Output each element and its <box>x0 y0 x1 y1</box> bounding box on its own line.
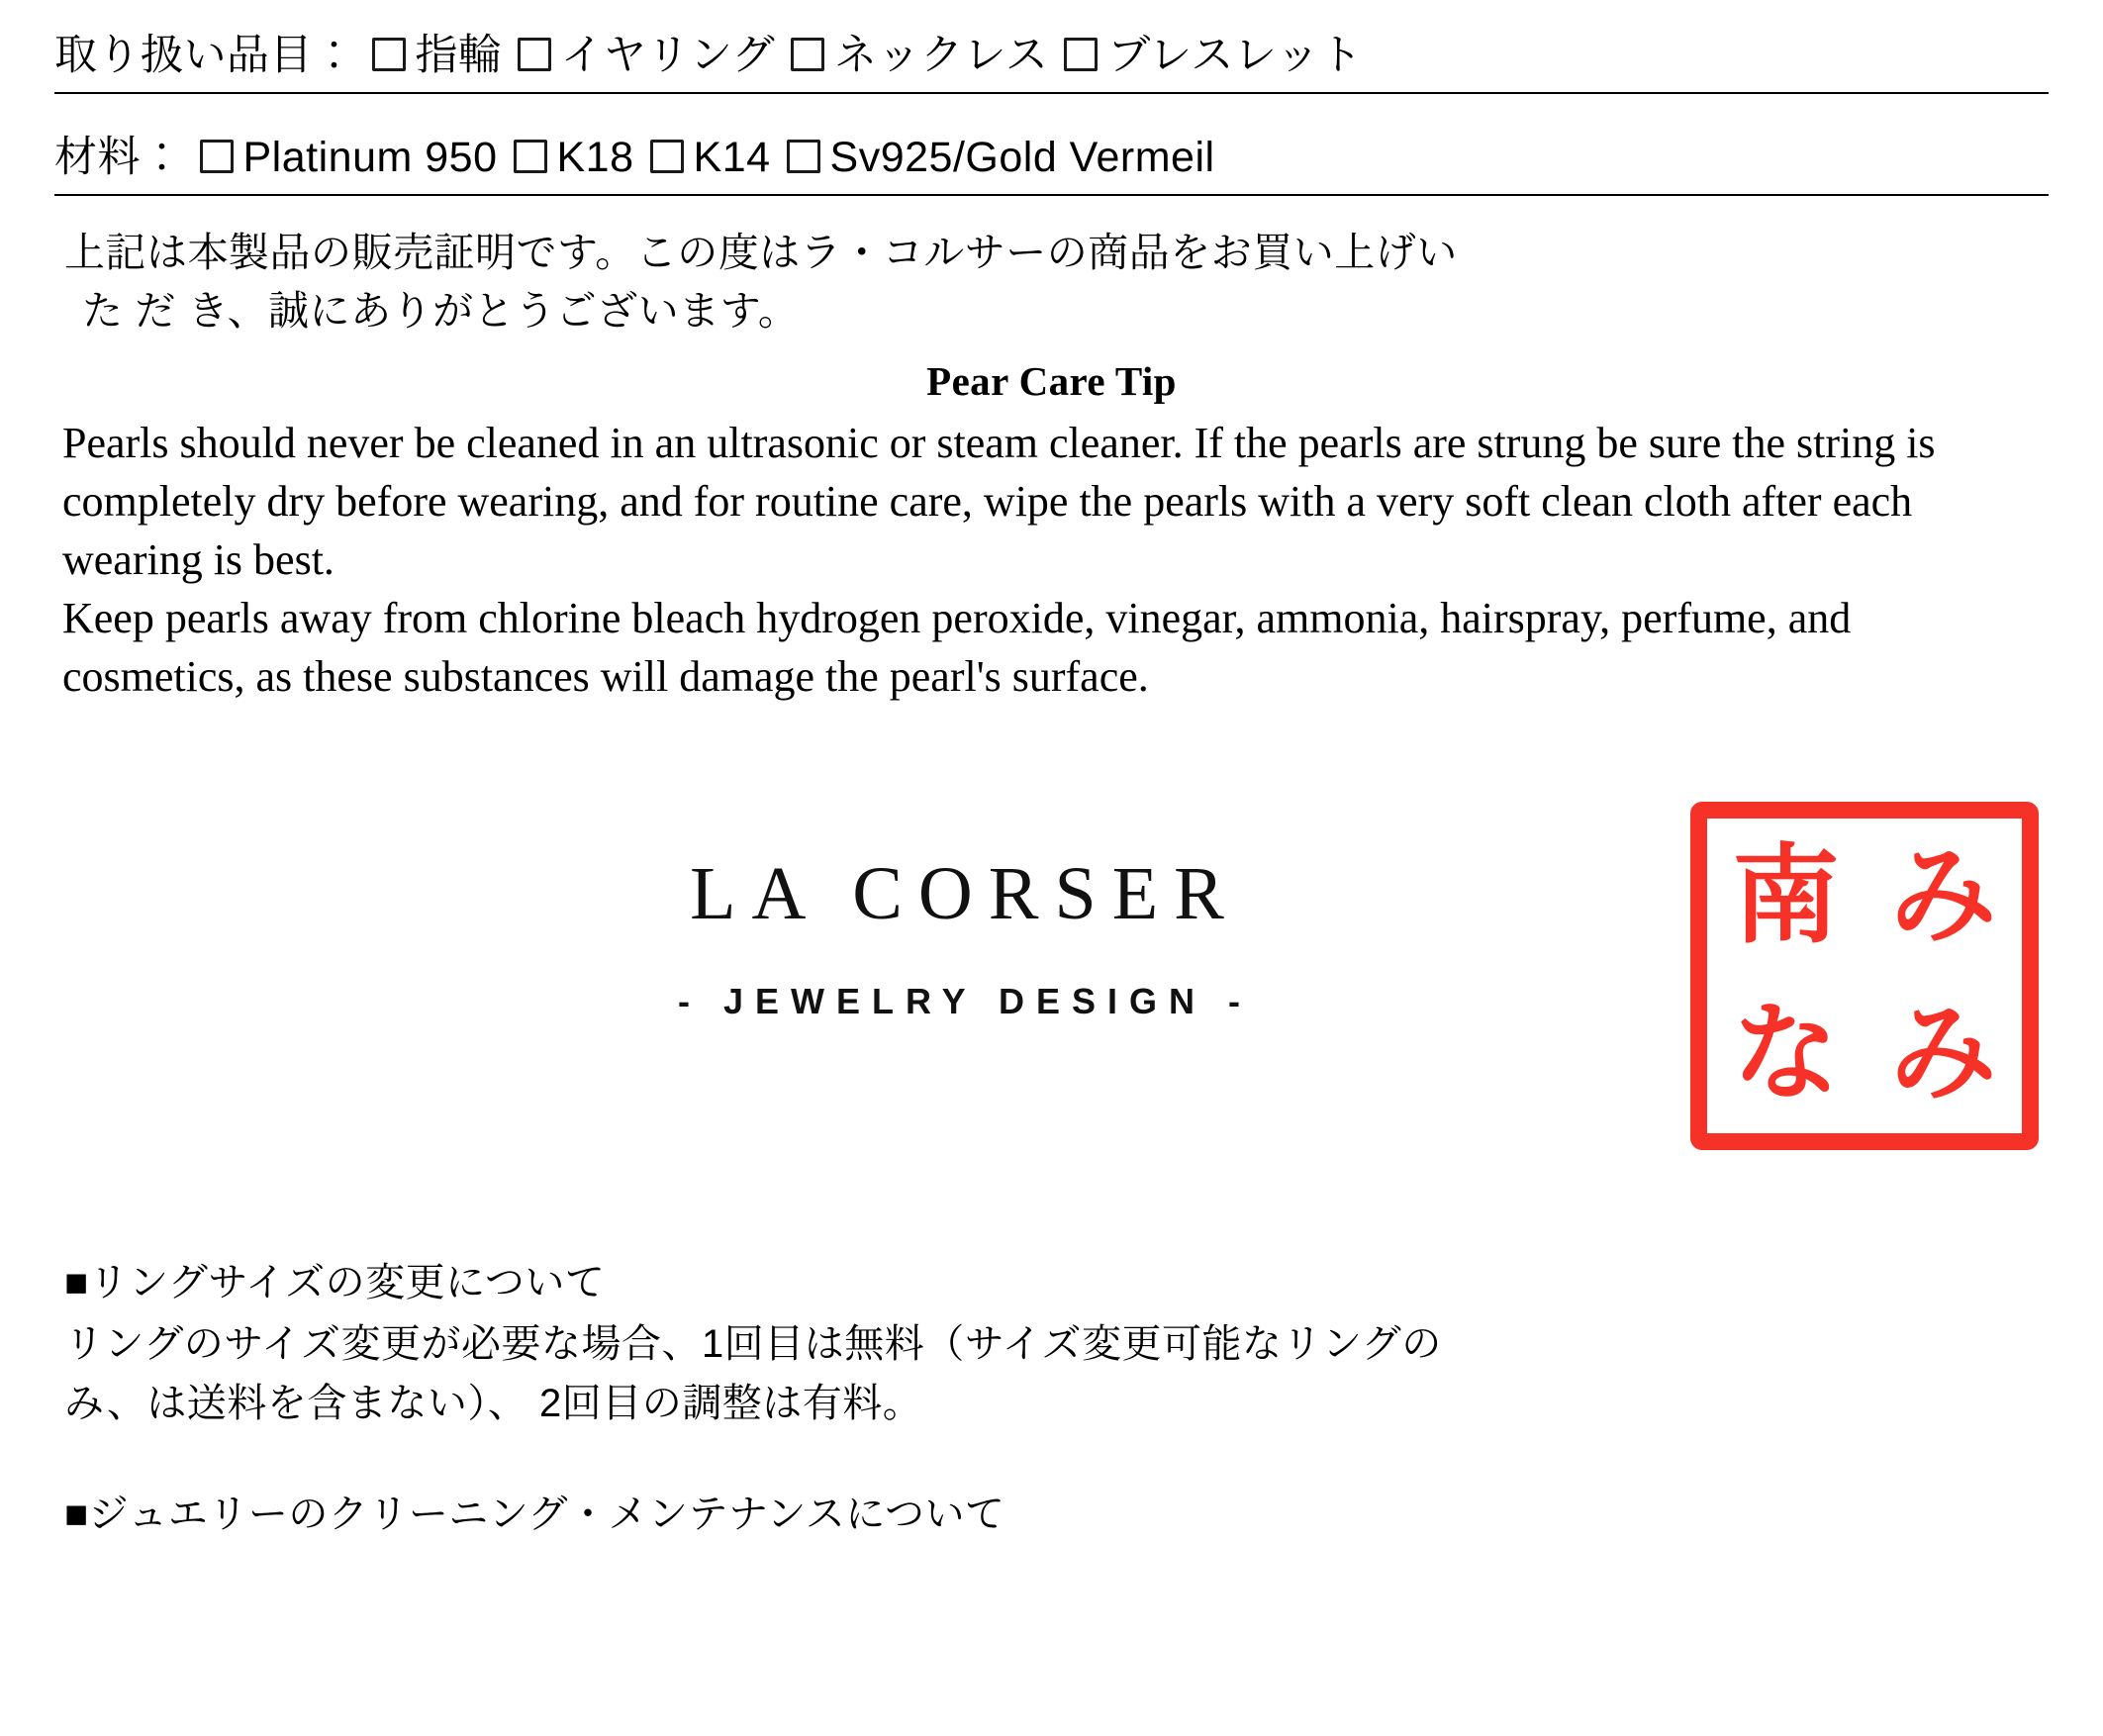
document-page <box>0 18 2103 1736</box>
care-tip-paragraph-2: Keep pearls away from chlorine bleach hydrogen peroxide, vinegar, ammonia, hairspray, perfume, and cosmetics, as these substances will damage the pearl's surface. <box>62 593 1852 701</box>
handled-items-option-0: 指輪 <box>415 32 502 79</box>
handled-items-option-1: イヤリング <box>560 32 776 79</box>
notes-spacer <box>64 1433 2049 1485</box>
checkbox-handled-3[interactable] <box>1064 38 1098 71</box>
stamp-char-top-right: み <box>1889 834 1997 959</box>
checkbox-material-0[interactable] <box>200 140 234 173</box>
material-option-2: K14 <box>693 134 771 181</box>
handled-items-option-2: ネックレス <box>834 32 1049 79</box>
note-1-line-1: リングのサイズ変更が必要な場合、1回目は無料（サイズ変更可能なリングの <box>64 1321 1442 1366</box>
material-label: 材料： <box>54 134 184 181</box>
care-tip-paragraph-1: Pearls should never be cleaned in an ultrasonic or steam cleaner. If the pearls are strung be sure the string is completely dry before wearing, and for routine care, wipe the pearls with a very soft clean cloth after each wearing is best. <box>62 418 1936 584</box>
intro-line-2: た だ き、誠にありがとうございます。 <box>82 288 800 335</box>
material-option-0: Platinum 950 <box>242 134 498 181</box>
checkbox-material-2[interactable] <box>650 140 684 173</box>
checkbox-handled-1[interactable] <box>518 38 551 71</box>
intro-paragraph <box>54 224 2049 341</box>
checkbox-material-3[interactable] <box>787 140 820 173</box>
handled-items-label: 取り扱い品目： <box>54 32 356 79</box>
checkbox-handled-2[interactable] <box>791 38 824 71</box>
handled-items-option-3: ブレスレット <box>1107 32 1363 79</box>
material-option-1: K18 <box>556 134 634 181</box>
brand-logo <box>520 851 1410 1022</box>
stamp-char-bottom-right: み <box>1889 992 1997 1116</box>
checkbox-handled-0[interactable] <box>372 38 406 71</box>
care-tip-title: Pear Care Tip <box>926 357 1177 404</box>
handled-items-row <box>54 18 2049 94</box>
brand-name: LA CORSER <box>690 851 1240 935</box>
note-2-heading: ■ジュエリーのクリーニング・メンテナンスについて <box>64 1492 1005 1536</box>
material-option-3: Sv925/Gold Vermeil <box>829 134 1215 181</box>
note-1-heading: ■リングサイズの変更について <box>64 1260 606 1304</box>
material-row <box>54 120 2049 196</box>
notes-section <box>54 1253 2049 1544</box>
checkbox-material-1[interactable] <box>514 140 547 173</box>
logo-area <box>54 802 2049 1158</box>
care-tip-body <box>54 415 2049 707</box>
intro-line-1: 上記は本製品の販売証明です。この度はラ・コルサーの商品をお買い上げい <box>64 230 1458 275</box>
brand-tagline: - JEWELRY DESIGN - <box>677 980 1253 1021</box>
note-1-line-2: み、は送料を含まない）、 2回目の調整は有料。 <box>64 1381 923 1425</box>
red-seal-stamp-icon <box>1690 802 2039 1150</box>
stamp-char-top-left: 南 <box>1732 834 1840 959</box>
stamp-char-bottom-left: な <box>1732 992 1840 1116</box>
